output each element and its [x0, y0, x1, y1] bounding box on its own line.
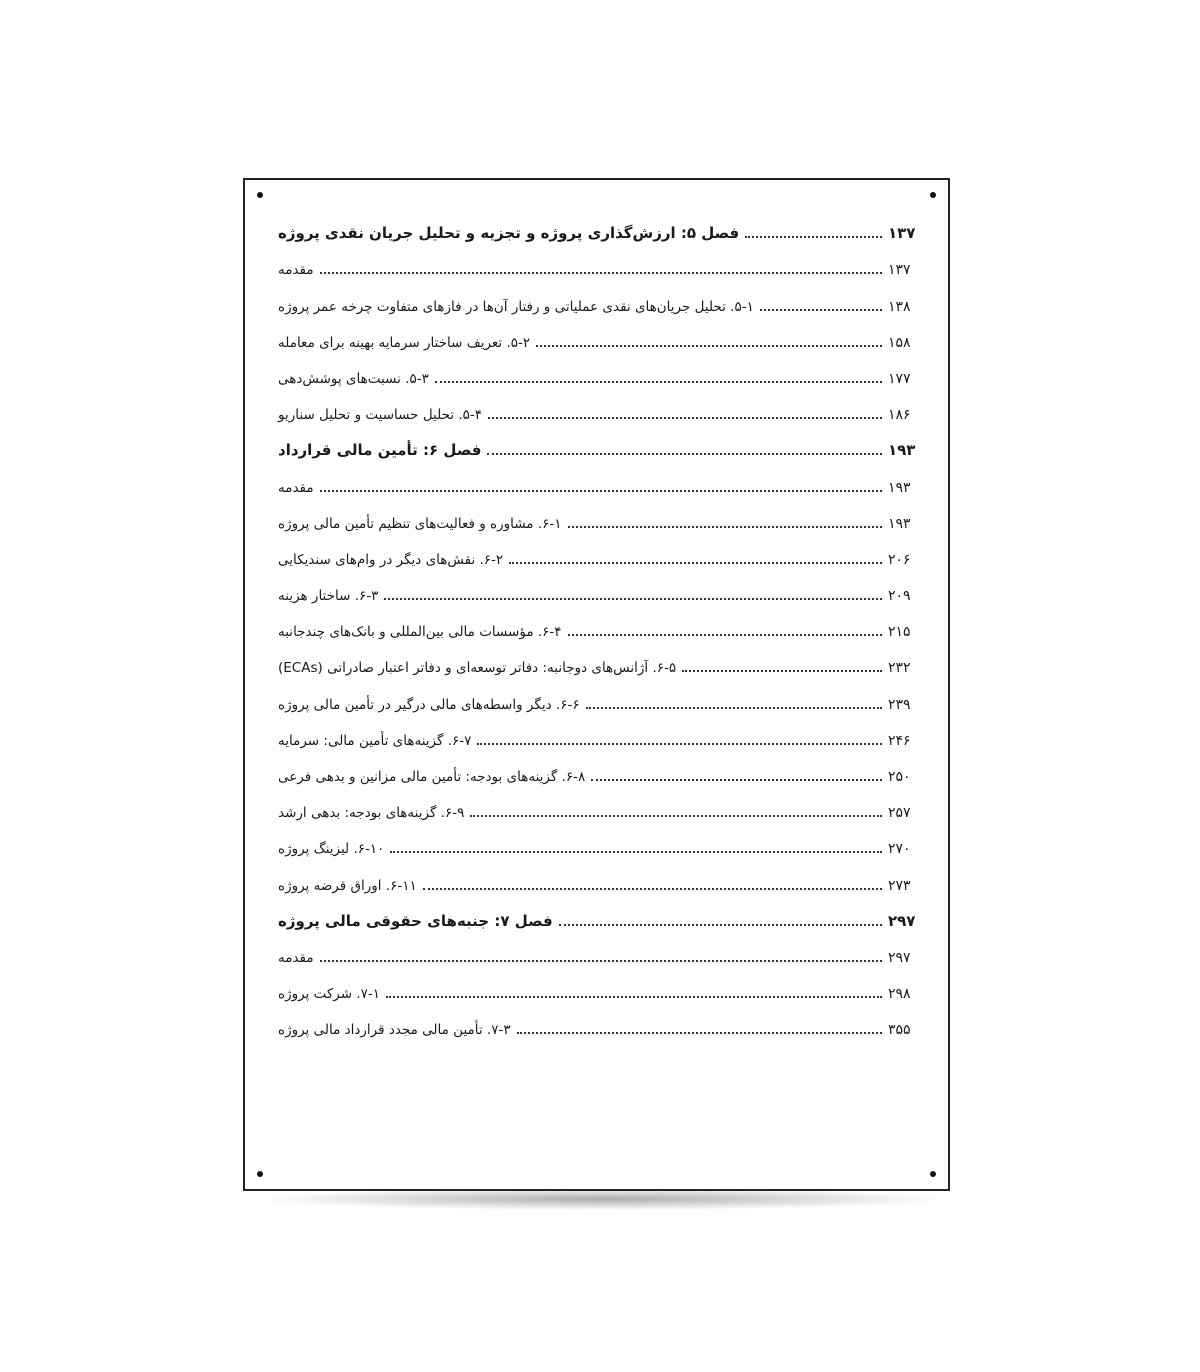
- toc-entry-title: ۵-۴. تحلیل حساسیت و تحلیل سناریو: [278, 407, 483, 424]
- toc-entry-title: ۵-۳. نسبت‌های پوشش‌دهی: [278, 370, 429, 387]
- table-of-contents: [278, 212, 918, 1044]
- dot-leader: [568, 634, 882, 636]
- dot-leader: [320, 960, 882, 962]
- toc-section-row[interactable]: [278, 972, 918, 1008]
- toc-section-row[interactable]: [278, 646, 918, 682]
- toc-entry-title: ۶-۱۱. اوراق قرضه پروژه: [278, 877, 417, 894]
- toc-section-row[interactable]: [278, 719, 918, 755]
- toc-page-number: ۱۳۷: [888, 224, 916, 243]
- dot-leader: [488, 417, 882, 419]
- toc-chapter-row[interactable]: [278, 429, 918, 465]
- toc-entry-title: ۶-۳. ساختار هزینه: [278, 588, 379, 605]
- toc-page-number: ۲۳۹: [888, 696, 911, 713]
- toc-page-number: ۲۰۹: [888, 588, 911, 605]
- toc-entry-title: ۶-۵. آژانس‌های دوجانبه: دفاتر توسعه‌ای و دفاتر اعتبار صادراتی (ECAs): [278, 660, 677, 677]
- dot-leader: [586, 707, 882, 709]
- dot-leader: [487, 453, 882, 455]
- toc-entry-title: ۶-۴. مؤسسات مالی بین‌المللی و بانک‌های چندجانبه: [278, 624, 562, 641]
- toc-page-number: ۲۹۷: [888, 949, 911, 966]
- dot-leader: [390, 851, 882, 853]
- corner-dot: [930, 1171, 936, 1177]
- toc-section-row[interactable]: [278, 574, 918, 610]
- toc-page-number: ۱۹۳: [888, 479, 911, 496]
- dot-leader: [682, 670, 882, 672]
- toc-section-row[interactable]: [278, 321, 918, 357]
- dot-leader: [509, 562, 882, 564]
- toc-entry-title: ۷-۳. تأمین مالی مجدد قرارداد مالی پروژه: [278, 1022, 511, 1039]
- toc-page-number: ۲۳۲: [888, 660, 911, 677]
- toc-section-row[interactable]: [278, 357, 918, 393]
- dot-leader: [470, 815, 882, 817]
- toc-page-number: ۲۱۵: [888, 624, 911, 641]
- toc-page-number: ۱۳۷: [888, 262, 911, 279]
- toc-entry-title: ۶-۷. گزینه‌های تأمین مالی: سرمایه: [278, 732, 472, 749]
- corner-dot: [930, 192, 936, 198]
- toc-entry-title: فصل ۵: ارزش‌گذاری پروژه و تجزیه و تحلیل جریان نقدی پروژه: [278, 224, 740, 243]
- dot-leader: [320, 272, 882, 274]
- toc-entry-title: فصل ۶: تأمین مالی قرارداد: [278, 441, 482, 460]
- toc-entry-title: ۶-۸. گزینه‌های بودجه: تأمین مالی مزانین و بدهی فرعی: [278, 769, 586, 785]
- dot-leader: [320, 490, 882, 492]
- toc-section-row[interactable]: [278, 936, 918, 972]
- toc-page-number: ۱۷۷: [888, 370, 911, 387]
- toc-entry-title: ۶-۱. مشاوره و فعالیت‌های تنظیم تأمین مالی پروژه: [278, 515, 562, 532]
- page-shadow: [262, 1188, 942, 1210]
- toc-section-row[interactable]: [278, 1008, 918, 1044]
- toc-entry-title: ۶-۹. گزینه‌های بودجه: بدهی ارشد: [278, 805, 465, 822]
- dot-leader: [423, 888, 882, 890]
- toc-section-row[interactable]: [278, 682, 918, 718]
- toc-entry-title: ۷-۱. شرکت پروژه: [278, 986, 381, 1003]
- toc-section-row[interactable]: [278, 791, 918, 827]
- toc-section-row[interactable]: [278, 755, 918, 791]
- dot-leader: [435, 381, 882, 383]
- dot-leader: [591, 779, 882, 781]
- toc-section-row[interactable]: [278, 538, 918, 574]
- dot-leader: [517, 1032, 882, 1034]
- toc-page-number: ۱۹۳: [888, 515, 911, 532]
- toc-page-number: ۲۴۶: [888, 732, 911, 749]
- toc-section-row[interactable]: [278, 284, 918, 320]
- dot-leader: [559, 924, 882, 926]
- dot-leader: [386, 996, 882, 998]
- toc-chapter-row[interactable]: [278, 900, 918, 936]
- dot-leader: [568, 526, 883, 528]
- toc-section-row[interactable]: [278, 393, 918, 429]
- toc-entry-title: ۶-۶. دیگر واسطه‌های مالی درگیر در تأمین مالی پروژه: [278, 696, 580, 713]
- toc-page-number: ۲۹۷: [888, 911, 916, 930]
- corner-dot: [257, 192, 263, 198]
- toc-page-number: ۱۳۸: [888, 298, 911, 315]
- toc-section-row[interactable]: [278, 502, 918, 538]
- toc-page-number: ۱۹۳: [888, 441, 916, 460]
- toc-section-row[interactable]: [278, 610, 918, 646]
- toc-entry-title: مقدمه: [278, 949, 314, 966]
- toc-entry-title: فصل ۷: جنبه‌های حقوقی مالی پروژه: [278, 911, 553, 930]
- toc-page-number: ۱۵۸: [888, 334, 911, 351]
- toc-entry-title: ۵-۱. تحلیل جریان‌های نقدی عملیاتی و رفتار آن‌ها در فازهای متفاوت چرخه عمر پروژه: [278, 298, 754, 315]
- toc-entry-title: مقدمه: [278, 479, 314, 496]
- toc-section-row[interactable]: [278, 827, 918, 863]
- toc-entry-title: ۶-۱۰. لیزینگ پروژه: [278, 841, 385, 858]
- dot-leader: [384, 598, 882, 600]
- toc-section-row[interactable]: [278, 248, 918, 284]
- toc-chapter-row[interactable]: [278, 212, 918, 248]
- dot-leader: [760, 309, 882, 311]
- toc-page-number: ۲۹۸: [888, 986, 911, 1003]
- toc-page-number: ۲۷۳: [888, 877, 911, 894]
- dot-leader: [745, 236, 882, 238]
- toc-page-number: ۲۷۰: [888, 841, 911, 858]
- toc-page-number: ۲۰۶: [888, 551, 911, 568]
- corner-dot: [257, 1171, 263, 1177]
- toc-section-row[interactable]: [278, 863, 918, 899]
- toc-page-number: ۲۵۷: [888, 805, 911, 822]
- toc-page: [243, 178, 950, 1191]
- toc-page-number: ۲۵۰: [888, 769, 911, 785]
- dot-leader: [477, 743, 882, 745]
- toc-page-number: ۳۵۵: [888, 1022, 911, 1039]
- toc-entry-title: ۶-۲. نقش‌های دیگر در وام‌های سندیکایی: [278, 551, 504, 568]
- toc-section-row[interactable]: [278, 465, 918, 501]
- toc-page-number: ۱۸۶: [888, 407, 911, 424]
- toc-entry-title: ۵-۲. تعریف ساختار سرمایه بهینه برای معامله: [278, 334, 531, 351]
- dot-leader: [536, 345, 882, 347]
- toc-entry-title: مقدمه: [278, 262, 314, 279]
